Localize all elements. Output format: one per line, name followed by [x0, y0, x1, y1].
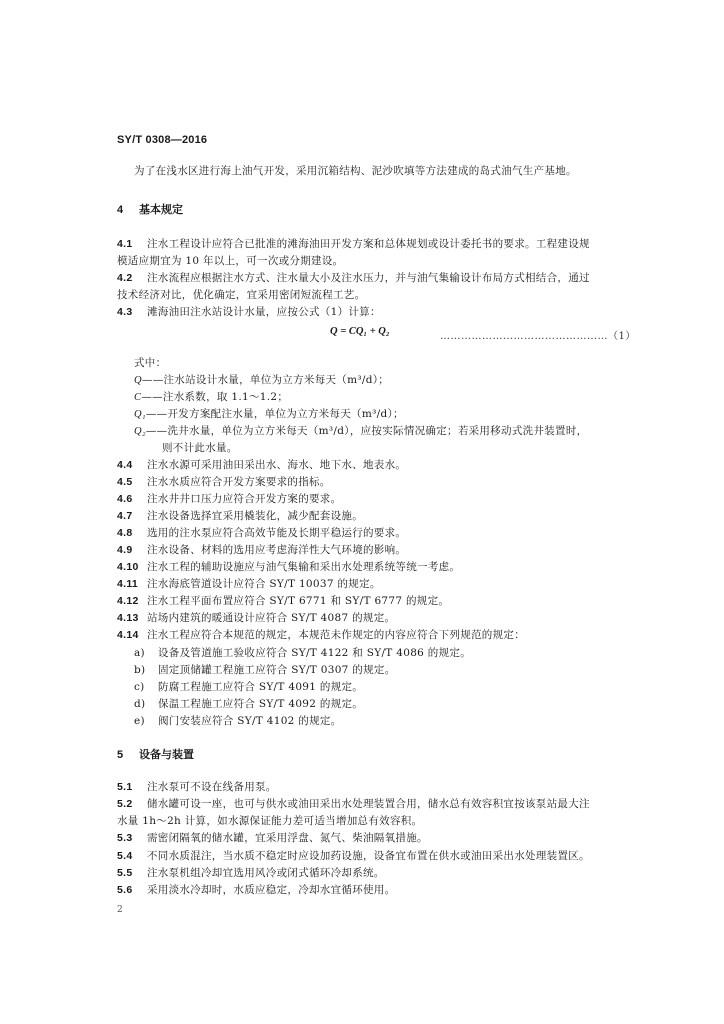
variable-definition-cont: 则不计此水量。	[162, 442, 238, 454]
sub-item-label: d)	[134, 698, 146, 710]
sub-item-text: 设备及管道施工验收应符合 SY/T 4122 和 SY/T 4086 的规定。	[158, 647, 471, 659]
clause-5-1	[117, 779, 617, 796]
clause-text: 注水工程的辅助设施应与油气集输和采出水处理系统等统一考虑。	[147, 561, 461, 573]
clause-number: 5.3	[117, 832, 133, 844]
where-label: 式中：	[134, 357, 167, 369]
sub-item-label: b)	[134, 664, 146, 676]
clause-4-14	[117, 627, 617, 644]
clause-4-7	[117, 508, 617, 525]
clause-text: 技术经济对比，优化确定，宜采用密闭短流程工艺。	[117, 289, 366, 301]
sub-item-label: e)	[134, 715, 145, 727]
clause-number: 5.2	[117, 798, 133, 810]
clause-text: 注水设备选择宜采用橇装化，减少配套设施。	[147, 510, 363, 522]
section-title: 设备与装置	[139, 749, 194, 761]
section-4-heading	[117, 201, 183, 217]
clause-number: 4.11	[117, 578, 139, 590]
sub-item-text: 保温工程施工应符合 SY/T 4092 的规定。	[158, 698, 364, 710]
sub-item-text: 固定顶储罐工程施工应符合 SY/T 0307 的规定。	[158, 664, 396, 676]
variable-symbol: Q	[134, 375, 142, 386]
variable-q1	[134, 406, 618, 423]
section-title: 基本规定	[139, 204, 183, 216]
clause-4-13	[117, 610, 617, 627]
clause-number: 4.5	[117, 476, 133, 488]
variable-q	[134, 372, 618, 389]
clause-number: 4.8	[117, 527, 133, 539]
clause-text: 储水罐可设一座，也可与供水或油田采出水处理装置合用，储水总有效容积宜按该泵站最大注	[147, 798, 590, 810]
sub-item-text: 防腐工程施工应符合 SY/T 4091 的规定。	[158, 681, 364, 693]
clause-number: 5.1	[117, 781, 133, 793]
clause-4-5	[117, 474, 617, 491]
clause-number: 4.12	[117, 595, 139, 607]
clause-number: 5.5	[117, 867, 133, 879]
intro-paragraph: 为了在浅水区进行海上油气开发，采用沉箱结构、泥沙吹填等方法建成的岛式油气生产基地。	[134, 165, 577, 177]
clause-4-10	[117, 559, 617, 576]
clause-number: 4.10	[117, 561, 139, 573]
clause-4-11	[117, 576, 617, 593]
clause-4-12	[117, 593, 617, 610]
sub-item-b	[134, 662, 396, 677]
clause-number: 4.1	[117, 238, 133, 250]
clause-text: 需密闭隔氧的储水罐，宜采用浮盘、氮气、柴油隔氧措施。	[147, 832, 428, 844]
variable-definition: ——注水站设计水量，单位为立方米每天（m³/d）；	[141, 374, 390, 386]
clause-text: 注水设备、材料的选用应考虑海洋性大气环境的影响。	[147, 544, 407, 556]
clause-number: 4.3	[117, 306, 133, 318]
clause-number: 4.14	[117, 629, 139, 641]
clause-text: 注水井井口压力应符合开发方案的要求。	[147, 493, 342, 505]
clause-5-3	[117, 830, 617, 847]
variable-c	[134, 389, 618, 406]
clause-text: 采用淡水冷却时，水质应稳定，冷却水宜循环使用。	[147, 884, 396, 896]
clause-text: 滩海油田注水站设计水量，应按公式（1）计算：	[147, 306, 381, 318]
clause-text: 注水海底管道设计应符合 SY/T 10037 的规定。	[147, 578, 381, 590]
clause-text: 注水水源可采用油田采出水、海水、地下水、地表水。	[147, 459, 407, 471]
clause-4-6	[117, 491, 617, 508]
clause-text: 水量 1h～2h 计算，如水源保证能力差可适当增加总有效容积。	[117, 815, 423, 827]
sub-item-label: a)	[134, 647, 145, 659]
sub-item-e	[134, 713, 342, 728]
clause-5-2	[117, 796, 617, 830]
sub-item-a	[134, 645, 471, 660]
clause-number: 5.4	[117, 850, 133, 862]
sub-item-label: c)	[134, 681, 145, 693]
variable-definition: ——洗井水量，单位为立方米每天（m³/d），应按实际情况确定；若采用移动式洗井装置时，	[145, 425, 588, 437]
sub-item-text: 阀门安装应符合 SY/T 4102 的规定。	[158, 715, 342, 727]
clause-number: 4.6	[117, 493, 133, 505]
variable-definition: ——开发方案配注水量，单位为立方米每天（m³/d）；	[145, 408, 404, 420]
page-number: 2	[117, 905, 123, 915]
sub-item-d	[134, 696, 363, 711]
formula-number: …………………………………………（1）	[440, 331, 636, 342]
clause-text: 模适应期宜为 10 年以上，可一次或分期建设。	[117, 255, 344, 267]
section-number: 5	[117, 749, 124, 761]
clause-4-2	[117, 270, 617, 304]
formula: Q = CQ₁ + Q₂	[330, 326, 390, 337]
clause-4-9	[117, 542, 617, 559]
clause-number: 4.4	[117, 459, 133, 471]
variable-symbol: C	[134, 392, 142, 403]
clause-4-4	[117, 457, 617, 474]
clause-text: 注水泵可不设在线备用泵。	[147, 781, 277, 793]
clause-number: 4.13	[117, 612, 139, 624]
clause-4-1	[117, 236, 617, 270]
clause-text: 注水泵机组冷却宜选用风冷或闭式循环冷却系统。	[147, 867, 385, 879]
clause-5-5	[117, 865, 617, 882]
clause-text: 注水工程平面布置应符合 SY/T 6771 和 SY/T 6777 的规定。	[147, 595, 450, 607]
clause-text: 注水水质应符合开发方案要求的指标。	[147, 476, 331, 488]
variable-definition: ——注水系数，取 1.1～1.2；	[141, 391, 289, 403]
clause-number: 4.7	[117, 510, 133, 522]
clause-text: 注水工程设计应符合已批准的滩海油田开发方案和总体规划或设计委托书的要求。工程建设规	[147, 238, 590, 250]
clause-5-6	[117, 882, 617, 899]
variable-symbol: Q₁	[134, 409, 146, 420]
section-number: 4	[117, 204, 124, 216]
section-5-heading	[117, 746, 194, 762]
sub-item-c	[134, 679, 363, 694]
clause-4-8	[117, 525, 617, 542]
clause-text: 不同水质混注，当水质不稳定时应设加药设施，设备宜布置在供水或油田采出水处理装置区。	[147, 850, 590, 862]
clause-text: 注水工程应符合本规范的规定，本规范未作规定的内容应符合下列规范的规定：	[147, 629, 525, 641]
standard-header: SY/T 0308—2016	[117, 134, 208, 146]
clause-5-4	[117, 848, 617, 865]
variable-symbol: Q₂	[134, 426, 146, 437]
clause-number: 4.2	[117, 272, 133, 284]
clause-number: 5.6	[117, 884, 133, 896]
clause-text: 选用的注水泵应符合高效节能及长期平稳运行的要求。	[147, 527, 407, 539]
clause-number: 4.9	[117, 544, 133, 556]
clause-text: 注水流程应根据注水方式、注水量大小及注水压力，并与油气集输设计布局方式相结合，通过	[147, 272, 590, 284]
clause-text: 站场内建筑的暖通设计应符合 SY/T 4087 的规定。	[147, 612, 396, 624]
variable-q2	[134, 423, 618, 457]
clause-4-3	[117, 304, 617, 321]
